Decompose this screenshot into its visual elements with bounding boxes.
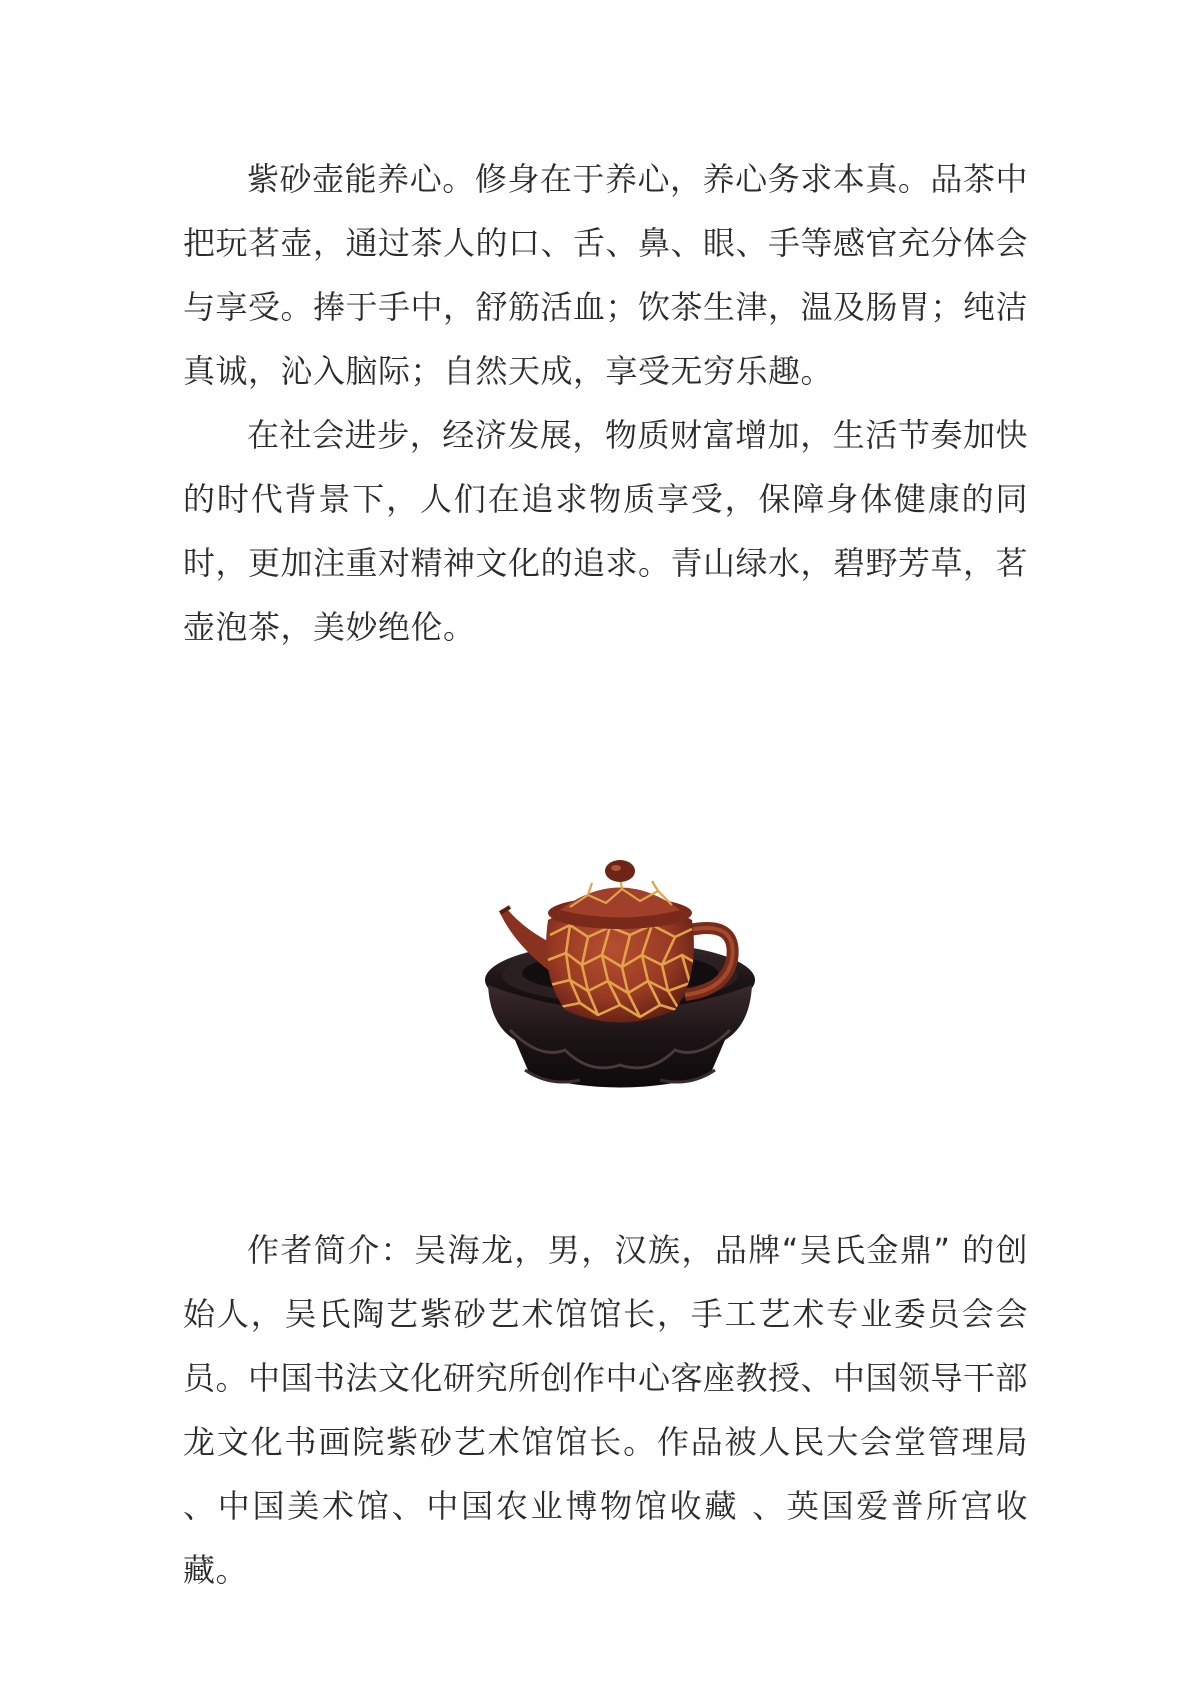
intro-text [183, 147, 1028, 659]
paragraph-2: 在社会进步，经济发展，物质财富增加，生活节奏加快的时代背景下，人们在追求物质享受，保障身体健康的同时，更加注重对精神文化的追求。青山绿水，碧野芳草，茗壶泡茶，美妙绝伦。 [183, 416, 1029, 646]
paragraph-1: 紫砂壶能养心。修身在于养心，养心务求本真。品茶中把玩茗壶，通过茶人的口、舌、鼻、眼、手等感官充分体会与享受。捧于手中，舒筋活血；饮茶生津，温及肠胃；纯洁真诚，沁入脑际；自然天成，享受无穷乐趣。 [183, 160, 1029, 390]
author-bio [183, 1218, 1028, 1602]
bio-paragraph: 作者简介：吴海龙，男，汉族，品牌“吴氏金鼎” 的创始人，吴氏陶艺紫砂艺术馆馆长，手工艺术专业委员会会员。中国书法文化研究所创作中心客座教授、中国领导干部龙文化书画院紫砂艺术馆馆长。作品被人民大会堂管理局 、中国美术馆、中国农业博物馆收藏 、英国爱普所宫收藏。 [183, 1231, 1029, 1589]
teapot-photo [470, 825, 770, 1110]
